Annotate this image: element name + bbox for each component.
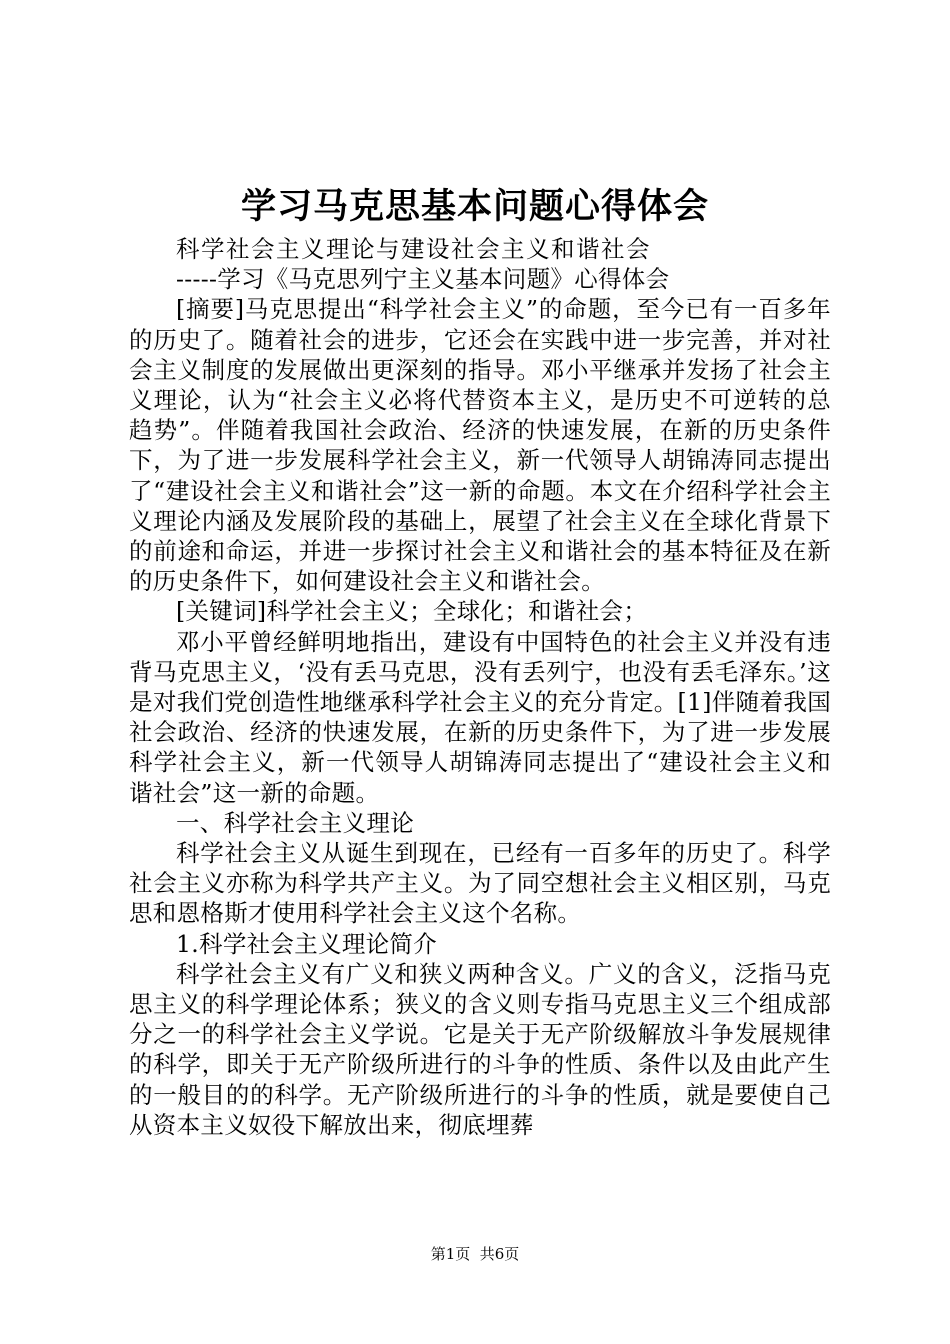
intro-paragraph: 邓小平曾经鲜明地指出，建设有中国特色的社会主义并没有违背马克思主义，‘没有丢马克思，没有丢列宁，也没有丢毛泽东。’这是对我们党创造性地继承科学社会主义的充分肯定。[1]伴随着我国社会政治、经济的快速发展，在新的历史条件下，为了进一步发展科学社会主义，新一代领导人胡锦涛同志提出了“建设社会主义和谐社会”这一新的命题。 [129, 627, 831, 807]
page-footer [0, 1244, 950, 1264]
subsection-heading: 1.科学社会主义理论简介 [176, 929, 438, 958]
subtitle-source-line: -----学习《马克思列宁主义基本问题》心得体会 [176, 265, 670, 294]
body-paragraph: 科学社会主义从诞生到现在，已经有一百多年的历史了。科学社会主义亦称为科学共产主义。为了同空想社会主义相区别，马克思和恩格斯才使用科学社会主义这个名称。 [129, 839, 831, 928]
document-title: 学习马克思基本问题心得体会 [240, 186, 709, 227]
section-heading: 一、科学社会主义理论 [176, 808, 414, 837]
page-number-label: 第1页 共6页 [430, 1245, 520, 1263]
abstract-paragraph: [摘要]马克思提出“科学社会主义”的命题，至今已有一百多年的历史了。随着社会的进步，它还会在实践中进一步完善，并对社会主义制度的发展做出更深刻的指导。邓小平继承并发扬了社会主义理论，认为“社会主义必将代替资本主义，是历史不可逆转的总趋势”。伴随着我国社会政治、经济的快速发展，在新的历史条件下，为了进一步发展科学社会主义，新一代领导人胡锦涛同志提出了“建设社会主义和谐社会”这一新的命题。本文在介绍科学社会主义理论内涵及发展阶段的基础上，展望了社会主义在全球化背景下的前途和命运，并进一步探讨社会主义和谐社会的基本特征及在新的历史条件下，如何建设社会主义和谐社会。 [129, 295, 831, 596]
body-paragraph: 科学社会主义有广义和狭义两种含义。广义的含义，泛指马克思主义的科学理论体系；狭义的含义则专指马克思主义三个组成部分之一的科学社会主义学说。它是关于无产阶级解放斗争发展规律的科学，即关于无产阶级所进行的斗争的性质、条件以及由此产生的一般目的的科学。无产阶级所进行的斗争的性质，就是要使自己从资本主义奴役下解放出来，彻底埋葬 [129, 959, 831, 1139]
subtitle-line: 科学社会主义理论与建设社会主义和谐社会 [176, 235, 651, 263]
document-body [129, 234, 831, 1140]
keywords-paragraph: [关键词]科学社会主义；全球化；和谐社会； [176, 597, 648, 626]
